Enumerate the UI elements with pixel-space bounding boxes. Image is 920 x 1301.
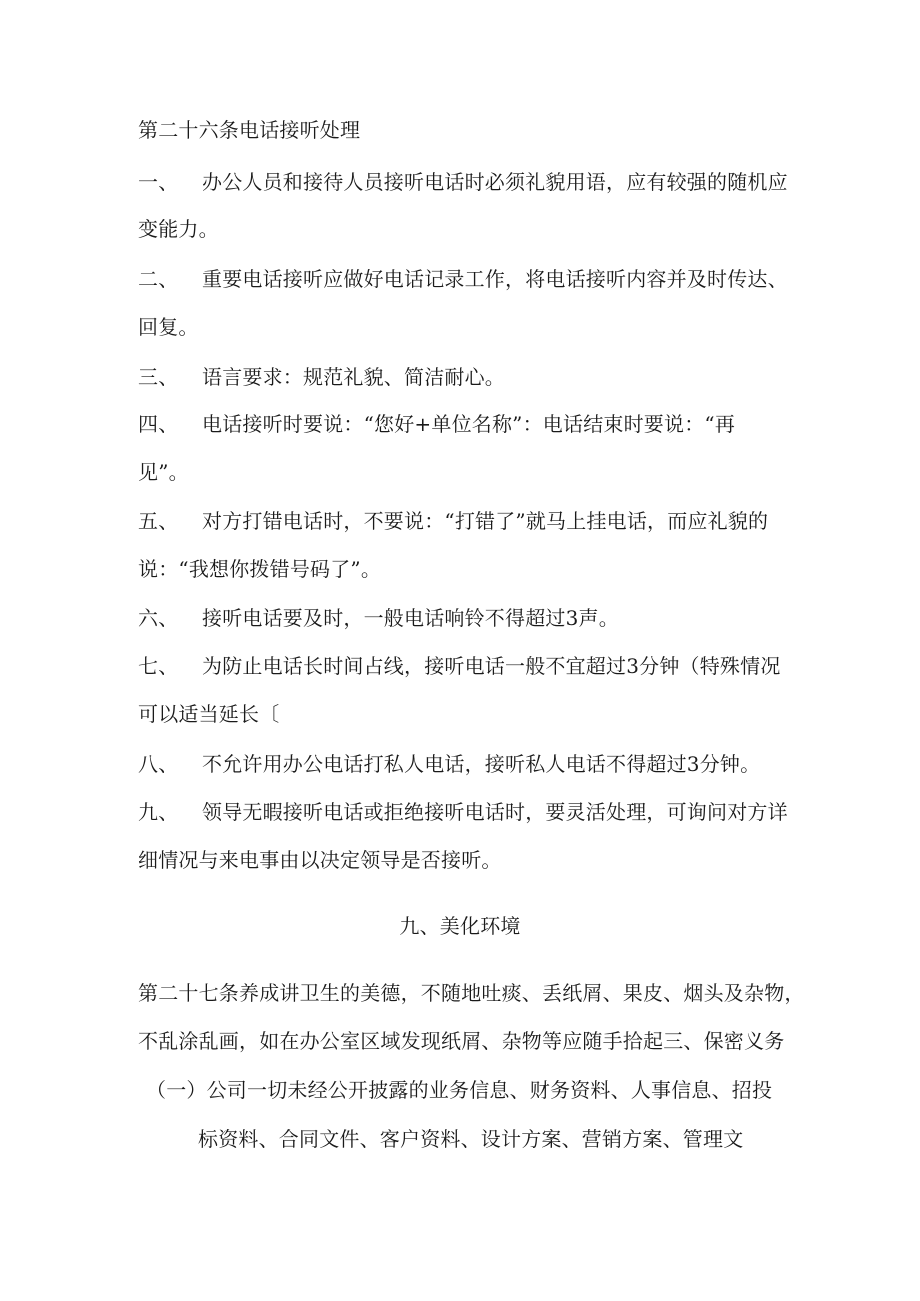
list-item-5-cont: 说：“我想你拨错号码了”。 <box>138 557 382 581</box>
item-text: 不允许用办公电话打私人电话，接听私人电话不得超过3分钟。 <box>202 752 761 776</box>
confidential-line-1: （一）公司一切未经公开披露的业务信息、财务资料、人事信息、招投 <box>146 1078 773 1102</box>
list-item-4-cont: 见”。 <box>138 460 189 484</box>
item-text: 语言要求：规范礼貌、简洁耐心。 <box>202 365 505 389</box>
item-number: 九、 <box>138 800 179 824</box>
confidential-line-2: 标资料、合同文件、客户资料、设计方案、营销方案、管理文 <box>198 1127 744 1151</box>
section-heading: 九、美化环境 <box>399 914 521 938</box>
list-item-1-cont: 变能力。 <box>138 217 219 241</box>
item-text: 对方打错电话时，不要说：“打错了”就马上挂电话，而应礼貌的 <box>202 509 769 533</box>
item-text: 领导无暇接听电话或拒绝接听电话时，要灵活处理，可询问对方详 <box>202 800 788 824</box>
list-item-7-cont: 可以适当延长〔 <box>138 702 280 726</box>
item-number: 五、 <box>138 509 179 533</box>
item-number: 六、 <box>138 606 179 630</box>
list-item-2 <box>138 265 788 293</box>
article-26-title: 第二十六条电话接听处理 <box>138 118 361 142</box>
item-number: 二、 <box>138 267 179 291</box>
list-item-9 <box>138 798 788 826</box>
list-item-3 <box>138 363 505 391</box>
list-item-7 <box>138 652 781 680</box>
list-item-9-cont: 细情况与来电事由以决定领导是否接听。 <box>138 848 502 872</box>
list-item-4 <box>138 410 735 438</box>
item-text: 接听电话要及时，一般电话响铃不得超过3声。 <box>202 606 619 630</box>
item-number: 三、 <box>138 365 179 389</box>
item-text: 电话接听时要说：“您好+单位名称”：电话结束时要说：“再 <box>202 412 736 436</box>
item-text: 办公人员和接待人员接听电话时必须礼貌用语，应有较强的随机应 <box>202 170 788 194</box>
article-27-line-1: 第二十七条养成讲卫生的美德，不随地吐痰、丢纸屑、果皮、烟头及杂物， <box>138 981 805 1005</box>
item-number: 四、 <box>138 412 179 436</box>
item-number: 七、 <box>138 654 179 678</box>
list-item-5 <box>138 507 768 535</box>
list-item-2-cont: 回复。 <box>138 315 199 339</box>
item-text: 为防止电话长时间占线，接听电话一般不宜超过3分钟（特殊情况 <box>202 654 781 678</box>
list-item-8 <box>138 750 760 778</box>
list-item-6 <box>138 604 619 632</box>
article-27-line-2: 不乱涂乱画，如在办公室区域发现纸屑、杂物等应随手拾起三、保密义务 <box>138 1029 785 1053</box>
item-number: 八、 <box>138 752 179 776</box>
list-item-1 <box>138 168 788 196</box>
item-number: 一、 <box>138 170 179 194</box>
item-text: 重要电话接听应做好电话记录工作，将电话接听内容并及时传达、 <box>202 267 788 291</box>
